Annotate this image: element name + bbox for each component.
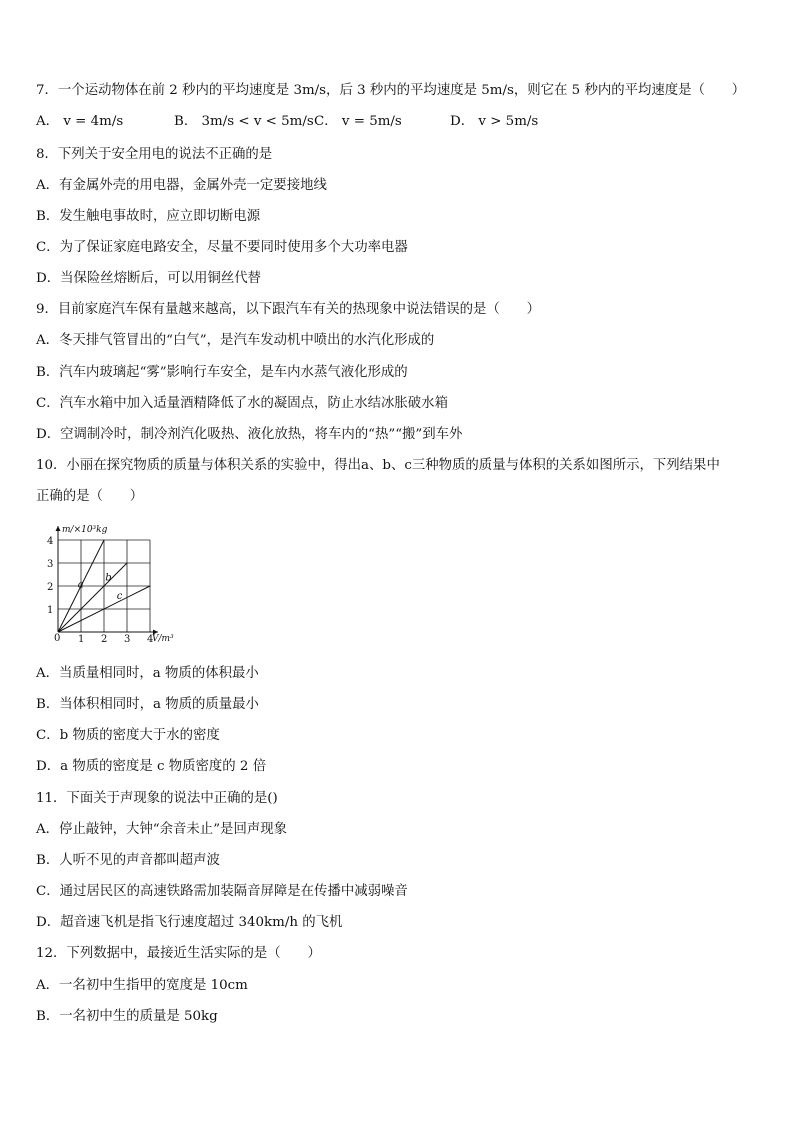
q10-option-c: C．b 物质的密度大于水的密度 [36, 728, 220, 743]
y-axis-title: m/×10³kg [62, 525, 108, 535]
q9-option-d: D．空调制冷时，制冷剂汽化吸热、液化放热，将车内的“热”“搬”到车外 [36, 427, 463, 442]
q8-option-d: D．当保险丝熔断后，可以用铜丝代替 [36, 271, 261, 286]
q12-option-a: A．一名初中生指甲的宽度是 10cm [36, 978, 248, 993]
x-tick-label: 1 [78, 634, 85, 645]
x-tick-label: 3 [124, 634, 131, 645]
q10-stem-line1: 10．小丽在探究物质的质量与体积关系的实验中，得出a、b、c三种物质的质量与体积的关系如图所示，下列结果中 [36, 458, 720, 473]
x-tick-label: 2 [101, 634, 108, 645]
q7-options [36, 113, 756, 133]
q10-option-d: D．a 物质的密度是 c 物质密度的 2 倍 [36, 759, 267, 774]
series-label-a: a [77, 579, 84, 591]
q8-option-b: B．发生触电事故时，应立即切断电源 [36, 209, 261, 224]
q9-option-a: A．冬天排气管冒出的“白气”，是汽车发动机中喷出的水汽化形成的 [36, 333, 435, 348]
y-tick-label: 3 [47, 559, 54, 570]
y-tick-label: 2 [47, 582, 54, 593]
q7-stem: 7．一个运动物体在前 2 秒内的平均速度是 3m/s，后 3 秒内的平均速度是 5m/s，则它在 5 秒内的平均速度是（ ） [36, 83, 746, 98]
q7-option-a: A． v = 4m/s [36, 114, 124, 129]
origin-label: 0 [54, 633, 61, 644]
q10-stem-line2: 正确的是（ ） [36, 489, 144, 504]
q10-option-a: A．当质量相同时，a 物质的体积最小 [36, 666, 259, 681]
y-tick-label: 1 [47, 605, 54, 616]
q7-option-c: C． v = 5m/s [314, 114, 402, 129]
q7-option-b: B． 3m/s < v < 5m/s [174, 114, 314, 129]
series-label-b: b [105, 572, 112, 584]
x-tick-label: 4 [147, 634, 154, 645]
q8-option-a: A．有金属外壳的用电器，金属外壳一定要接地线 [36, 178, 327, 193]
x-axis-title: V/m³ [152, 634, 174, 644]
q8-option-c: C．为了保证家庭电路安全，尽量不要同时使用多个大功率电器 [36, 240, 408, 255]
q11-option-d: D．超音速飞机是指飞行速度超过 340km/h 的飞机 [36, 915, 343, 930]
q7-option-d: D． v > 5m/s [450, 114, 539, 129]
q12-stem: 12．下列数据中，最接近生活实际的是（ ） [36, 946, 321, 961]
chart-svg [34, 518, 204, 648]
q11-option-c: C．通过居民区的高速铁路需加装隔音屏障是在传播中减弱噪音 [36, 884, 408, 899]
mass-volume-chart [34, 518, 204, 648]
q11-stem: 11．下面关于声现象的说法中正确的是() [36, 791, 278, 806]
y-axis-arrow [56, 526, 61, 531]
q9-option-c: C．汽车水箱中加入适量酒精降低了水的凝固点，防止水结冰胀破水箱 [36, 396, 448, 411]
series-label-c: c [116, 591, 123, 603]
q8-stem: 8．下列关于安全用电的说法不正确的是 [36, 147, 273, 162]
q9-stem: 9．目前家庭汽车保有量越来越高，以下跟汽车有关的热现象中说法错误的是（ ） [36, 302, 540, 317]
q9-option-b: B．汽车内玻璃起“雾”影响行车安全，是车内水蒸气液化形成的 [36, 365, 408, 380]
q11-option-b: B．人听不见的声音都叫超声波 [36, 853, 220, 868]
q12-option-b: B．一名初中生的质量是 50kg [36, 1009, 218, 1024]
q10-option-b: B．当体积相同时，a 物质的质量最小 [36, 697, 259, 712]
y-tick-label: 4 [47, 536, 54, 547]
q11-option-a: A．停止敲钟，大钟“余音未止”是回声现象 [36, 822, 288, 837]
